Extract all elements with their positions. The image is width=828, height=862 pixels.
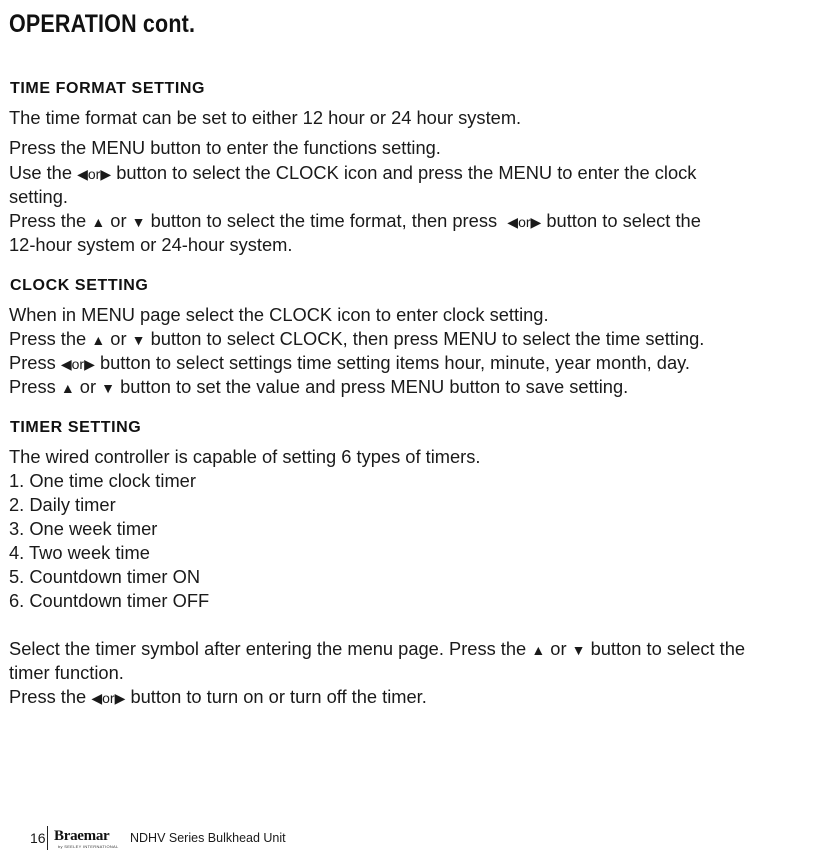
time-format-p4-cont: 12-hour system or 24-hour system.: [9, 234, 293, 255]
timer-item: 3. One week timer: [9, 518, 158, 539]
clock-line-4: [9, 376, 628, 398]
right-arrow-icon: ▶: [114, 690, 126, 706]
text-segment: button to select the: [546, 210, 701, 231]
text-segment: Select the timer symbol after entering the menu page. Press the: [9, 638, 527, 659]
time-format-p3-cont: setting.: [9, 186, 68, 207]
text-segment: Press the: [9, 686, 87, 707]
text-segment: button to select settings time setting items hour, minute, year month, day.: [99, 352, 690, 373]
footer-title: NDHV Series Bulkhead Unit: [130, 831, 286, 845]
clock-line-1: When in MENU page select the CLOCK icon to enter clock setting.: [9, 304, 549, 325]
brand-logo: Braemar: [54, 828, 110, 844]
timer-item: 4. Two week time: [9, 542, 150, 563]
up-arrow-icon: ▲: [60, 380, 75, 396]
or-text: or: [79, 376, 97, 397]
down-arrow-icon: ▼: [131, 332, 146, 348]
text-segment: button to select the time format, then press: [150, 210, 498, 231]
timer-select-line: [9, 638, 745, 660]
timer-item: 2. Daily timer: [9, 494, 116, 515]
time-format-p3: [9, 162, 696, 184]
text-segment: Press: [9, 376, 56, 397]
timer-toggle-line: [9, 686, 427, 708]
or-text: or: [87, 166, 101, 182]
down-arrow-icon: ▼: [101, 380, 115, 396]
text-segment: button to select CLOCK, then press MENU to select the time setting.: [150, 328, 705, 349]
clock-setting-title: CLOCK SETTING: [10, 277, 149, 294]
left-arrow-icon: ◀: [507, 214, 519, 230]
footer-divider: [47, 826, 48, 850]
or-text: or: [102, 690, 115, 706]
text-segment: Use the: [9, 162, 73, 183]
or-text: or: [110, 210, 127, 231]
timer-setting-title: TIMER SETTING: [10, 419, 142, 436]
timer-item: 6. Countdown timer OFF: [9, 590, 210, 611]
text-segment: button to set the value and press MENU button to save setting.: [120, 376, 629, 397]
up-arrow-icon: ▲: [91, 332, 106, 348]
timer-select-line-cont: timer function.: [9, 662, 124, 683]
up-arrow-icon: ▲: [91, 214, 106, 230]
down-arrow-icon: ▼: [571, 642, 586, 658]
text-segment: Press the: [9, 328, 87, 349]
page-number: 16: [30, 830, 46, 846]
time-format-title: TIME FORMAT SETTING: [10, 80, 206, 97]
timer-item: 5. Countdown timer ON: [9, 566, 201, 587]
clock-line-3: [9, 352, 690, 374]
text-segment: Press the: [9, 210, 87, 231]
time-format-p1: The time format can be set to either 12 hour or 24 hour system.: [9, 107, 522, 128]
text-segment: button to turn on or turn off the timer.: [130, 686, 427, 707]
or-text: or: [518, 214, 531, 230]
text-segment: button to select the: [590, 638, 746, 659]
or-text: or: [71, 356, 85, 372]
left-arrow-icon: ◀: [77, 166, 88, 182]
page-footer: [0, 822, 828, 852]
timer-intro: The wired controller is capable of setting 6 types of timers.: [9, 446, 481, 467]
brand-logo-tagline: by SEELEY INTERNATIONAL: [58, 844, 119, 849]
time-format-p2: Press the MENU button to enter the functions setting.: [9, 137, 441, 158]
text-segment: Press: [9, 352, 56, 373]
right-arrow-icon: ▶: [530, 214, 542, 230]
down-arrow-icon: ▼: [131, 214, 146, 230]
left-arrow-icon: ◀: [91, 690, 103, 706]
timer-item: 1. One time clock timer: [9, 470, 196, 491]
left-arrow-icon: ◀: [60, 356, 72, 372]
or-text: or: [110, 328, 127, 349]
text-segment: button to select the CLOCK icon and press the MENU to enter the clock: [116, 162, 697, 183]
time-format-p4: [9, 210, 701, 232]
or-text: or: [550, 638, 567, 659]
up-arrow-icon: ▲: [531, 642, 546, 658]
page-heading: OPERATION cont.: [9, 10, 196, 38]
right-arrow-icon: ▶: [100, 166, 112, 182]
clock-line-2: [9, 328, 704, 350]
right-arrow-icon: ▶: [84, 356, 95, 372]
